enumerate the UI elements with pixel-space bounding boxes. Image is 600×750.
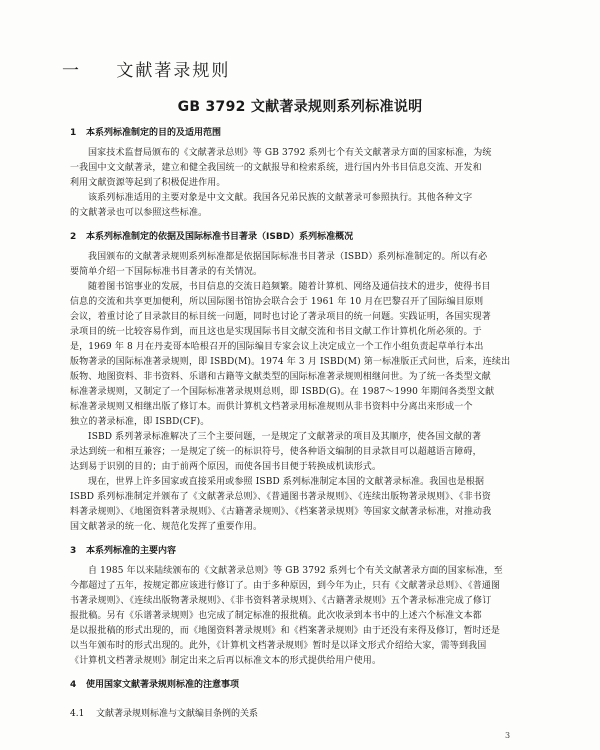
- paragraph-line: 是以报批稿的形式出现的，而《地图资料著录规则》和《档案著录规则》由于还没有来得及修订，暂时还是: [70, 626, 501, 636]
- paragraph-line: 是，1969 年 8 月在丹麦哥本哈根召开的国际编目专家会议上决定成立一个工作小组负责起草单行本出: [70, 342, 484, 352]
- paragraph-line: ISBD 系列标准制定并颁布了《文献著录总则》、《普通图书著录规则》、《连续出版物著录规则》、《非书资: [70, 492, 492, 502]
- paragraph-line: 自 1985 年以来陆续颁布的《文献著录总则》等 GB 3792 系列七个有关文献著录方面的国家标准，至: [88, 566, 503, 576]
- section-number: 2: [70, 232, 77, 242]
- paragraph-line: 达到易于识别的目的；由于前两个原因，而使各国书目便于转换成机读形式。: [70, 462, 382, 472]
- paragraph-line: 要简单介绍一下国际标准书目著录的有关情况。: [70, 267, 263, 277]
- chapter-dash: 一: [62, 61, 81, 81]
- paragraph-line: 国家技术监督局颁布的《文献著录总则》等 GB 3792 系列七个有关文献著录方面的国家标准，为统: [88, 148, 492, 158]
- section-title: 本系列标准制定的依据及国际标准书目著录（ISBD）系列标准概况: [86, 232, 354, 242]
- paragraph-line: 独立的著录标准，即 ISBD(CF)。: [70, 417, 210, 427]
- paragraph-line: 的文献著录也可以参照这些标准。: [70, 208, 208, 218]
- section-heading: [70, 678, 525, 693]
- paragraph-line: 标准著录规则又相继出版了修订本。而供计算机文档著录用标准规则从非书资料中分离出来形成一个: [70, 402, 473, 412]
- paragraph-line: 版物、地图资料、非书资料、乐谱和古籍等文献类型的国际标准著录规则相继问世。为了统一各类型文献: [70, 372, 491, 382]
- paragraph-line: 现在，世界上许多国家或直接采用或参照 ISBD 系列标准制定本国的文献著录标准。我国也是根据: [88, 477, 485, 487]
- subsection-number: 4.1: [70, 709, 85, 719]
- paragraph-line: 以当年颁布时的形式出现的。此外，《计算机文档著录规则》暂时是以译文形式介绍给大家，需等到我国: [70, 641, 487, 651]
- section-number: 4: [70, 680, 77, 690]
- section-number: 3: [70, 546, 77, 556]
- chapter-heading: [62, 56, 230, 81]
- paragraph-line: 会议，着重讨论了目录款目的标目统一问题，同时也讨论了著录项目的统一问题。实践证明，各国实现著: [70, 312, 491, 322]
- subsection-heading: [70, 707, 525, 722]
- paragraph-line: 报批稿。另有《乐谱著录规则》也完成了制定标准的报批稿。此次收录到本书中的上述六个标准文本都: [70, 611, 482, 621]
- paragraph-line: 该系列标准适用的主要对象是中文文献。我国各兄弟民族的文献著录可参照执行。其他各种文字: [88, 193, 473, 203]
- section-heading: [70, 230, 525, 245]
- paragraph-line: 利用文献资源等起到了积极促进作用。: [70, 178, 226, 188]
- paragraph-line: 信息的交流和共享更加便利，所以国际图书馆协会联合会于 1961 年 10 月在巴黎召开了国际编目原则: [70, 297, 484, 307]
- paragraph-line: 标准著录规则，又制定了一个国际标准著录规则总则，即 ISBD(G)。在 1987～1990 年期间各类型文献: [70, 387, 495, 397]
- section-title: 本系列标准的主要内容: [86, 546, 177, 556]
- paragraph-line: 我国颁布的文献著录规则系列标准都是依据国际标准书目著录（ISBD）系列标准制定的。所以有必: [88, 252, 488, 262]
- subsection-title: 文献著录规则标准与文献编目条例的关系: [96, 709, 259, 719]
- paragraph-line: 《计算机文档著录规则》制定出来之后再以标准文本的形式提供给用户使用。: [70, 656, 382, 666]
- paragraph-line: 版物著录的国际标准著录规则，即 ISBD(M)。1974 年 3 月 ISBD(M) 第一标准版正式问世，后来，连续出: [70, 357, 511, 367]
- section-title: 本系列标准制定的目的及适用范围: [86, 128, 222, 138]
- paragraph-line: 书著录规则》、《连续出版物著录规则》、《非书资料著录规则》、《古籍著录规则》五个著录标准完成了修订: [70, 596, 492, 606]
- section-heading: [70, 126, 525, 141]
- paragraph-line: 国文献著录的统一化、规范化发挥了重要作用。: [70, 522, 263, 532]
- paragraph-line: 今都超过了五年，按规定都应该进行修订了。由于多种原因，到今年为止，只有《文献著录总则》、《普通图: [70, 581, 501, 591]
- document-body: [70, 126, 525, 722]
- paragraph-line: 料著录规则》、《地图资料著录规则》、《古籍著录规则》、《档案著录规则》等国家文献著录标准，对推动我: [70, 507, 492, 517]
- section-title: 使用国家文献著录规则标准的注意事项: [86, 680, 240, 690]
- paragraph-line: 一我国中文文献著录，建立和健全我国统一的文献报导和检索系统，进行国内外书目信息交流、开发和: [70, 163, 482, 173]
- section-number: 1: [70, 128, 77, 138]
- main-title: GB 3792 文献著录规则系列标准说明: [177, 99, 423, 115]
- paragraph-line: 录项目的统一比较容易作到，而且这也是实现国际书目文献交流和书目文献工作计算机化所必须的。于: [70, 327, 482, 337]
- paragraph-line: 录达到统一和相互兼容；一是规定了统一的标识符号，使各种语文编制的目录款目可以超越语言障碍，: [70, 447, 482, 457]
- paragraph-line: 随着图书馆事业的发展，书目信息的交流日趋频繁。随着计算机、网络及通信技术的进步，使得书目: [88, 282, 491, 292]
- page-number: 3: [505, 731, 511, 740]
- chapter-title: 文献著录规则: [116, 61, 231, 81]
- paragraph-line: ISBD 系列著录标准解决了三个主要问题，一是规定了文献著录的项目及其顺序，使各国文献的著: [88, 432, 482, 442]
- section-heading: [70, 544, 525, 559]
